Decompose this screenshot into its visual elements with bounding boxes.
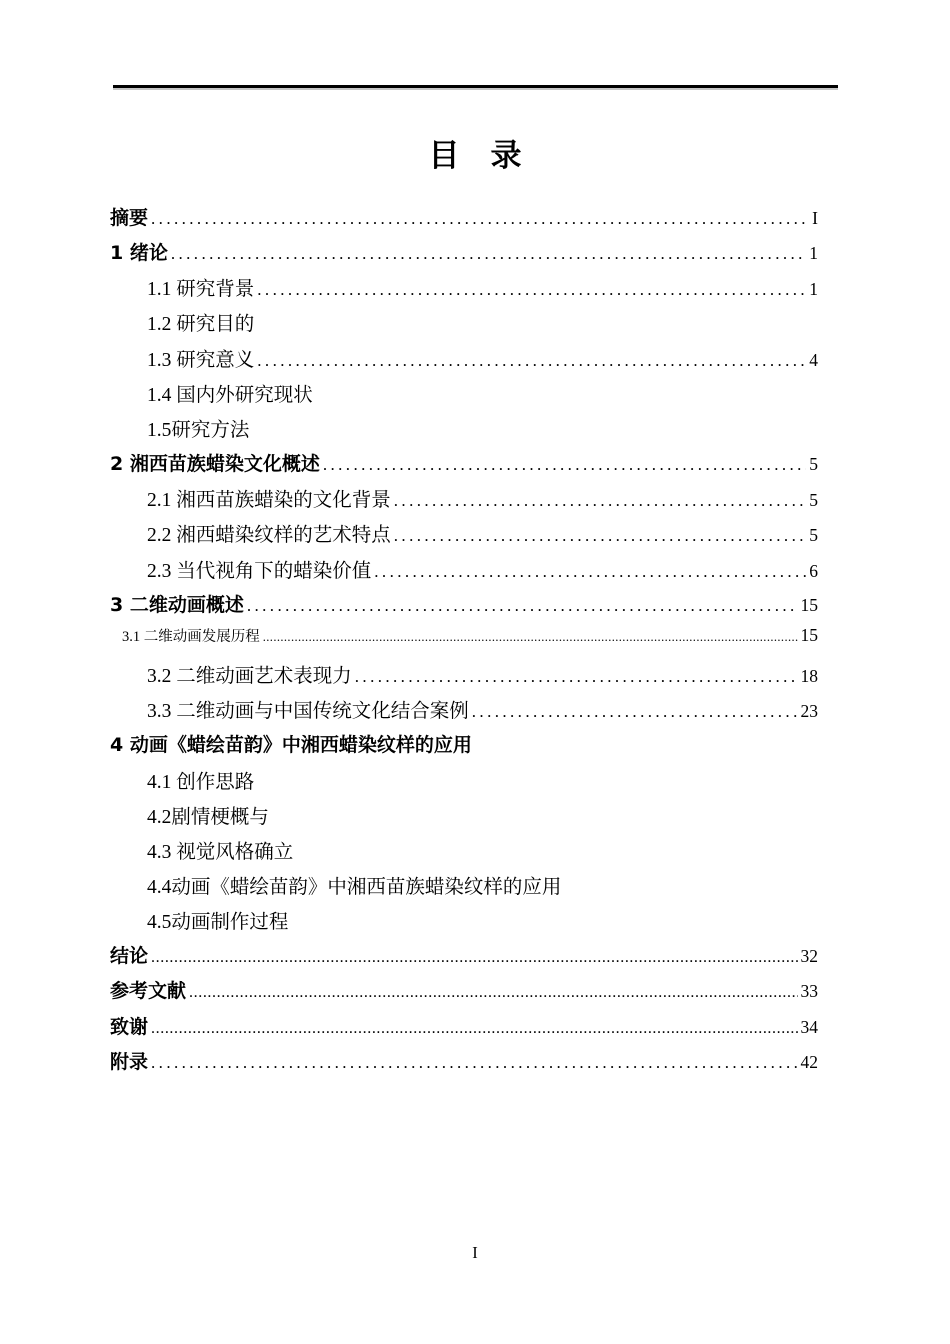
toc-entry-label: 3.3 二维动画与中国传统文化结合案例 bbox=[147, 701, 469, 723]
toc-entry-page: 34 bbox=[800, 1016, 818, 1037]
toc-entry-label: 1 绪论 bbox=[110, 242, 168, 265]
toc-entry-page: 5 bbox=[809, 525, 818, 546]
toc-entry-label: 摘要 bbox=[110, 207, 149, 229]
dot-leader bbox=[355, 667, 798, 687]
toc-entry-label: 4.3 视觉风格确立 bbox=[147, 841, 294, 863]
toc-entry-label: 3.1 二维动画发展历程 bbox=[122, 628, 260, 645]
toc-entry-label: 参考文献 bbox=[110, 980, 187, 1003]
toc-entry[interactable] bbox=[110, 519, 818, 554]
toc-entry[interactable] bbox=[110, 730, 818, 765]
toc-entry-label: 4.4动画《蜡绘苗韵》中湘西苗族蜡染纹样的应用 bbox=[147, 876, 562, 898]
dot-leader bbox=[472, 702, 798, 722]
toc-entry[interactable] bbox=[110, 976, 818, 1011]
dot-leader bbox=[263, 630, 798, 645]
dot-leader bbox=[151, 1053, 797, 1073]
toc-entry[interactable] bbox=[110, 414, 818, 449]
dot-leader bbox=[394, 491, 806, 511]
dot-leader bbox=[323, 455, 806, 475]
toc-entry[interactable] bbox=[110, 379, 818, 414]
toc-entry-label: 2 湘西苗族蜡染文化概述 bbox=[110, 453, 320, 476]
toc-entry[interactable] bbox=[110, 273, 818, 308]
toc-entry-label: 4 动画《蜡绘苗韵》中湘西蜡染纹样的应用 bbox=[110, 734, 472, 757]
header-rule bbox=[113, 85, 838, 88]
toc-entry-page: 42 bbox=[800, 1051, 818, 1072]
toc-entry-label: 4.2剧情梗概与 bbox=[147, 806, 269, 828]
toc-entry-page: 18 bbox=[800, 666, 818, 687]
footer-page-number: I bbox=[472, 1243, 478, 1262]
dot-leader bbox=[151, 209, 809, 229]
toc-entry[interactable] bbox=[110, 906, 818, 941]
toc-entry-page: 4 bbox=[809, 349, 818, 370]
toc-entry[interactable] bbox=[110, 660, 818, 695]
dot-leader bbox=[394, 526, 806, 546]
toc-entry[interactable] bbox=[110, 590, 818, 625]
toc-entry[interactable] bbox=[110, 941, 818, 976]
toc-entry[interactable] bbox=[110, 308, 818, 343]
toc-entry-page: 23 bbox=[800, 701, 818, 722]
toc-entry-page: 15 bbox=[800, 624, 818, 645]
toc-entry-page: 33 bbox=[800, 981, 818, 1002]
toc-entry-label: 4.5动画制作过程 bbox=[147, 912, 289, 934]
dot-leader bbox=[247, 596, 798, 616]
dot-leader bbox=[374, 562, 806, 582]
toc-entry-page: 1 bbox=[809, 243, 818, 264]
toc-entry-page: 32 bbox=[800, 946, 818, 967]
dot-leader bbox=[151, 1020, 797, 1038]
toc-entry[interactable] bbox=[110, 695, 818, 730]
toc-entry[interactable] bbox=[110, 344, 818, 379]
toc-entry-label: 2.1 湘西苗族蜡染的文化背景 bbox=[147, 490, 391, 512]
toc-entry-page: 1 bbox=[809, 279, 818, 300]
toc-entry-label: 1.4 国内外研究现状 bbox=[147, 384, 313, 406]
toc-list bbox=[110, 203, 818, 1082]
toc-entry[interactable] bbox=[110, 1012, 818, 1047]
dot-leader bbox=[257, 351, 806, 371]
toc-entry[interactable] bbox=[110, 484, 818, 519]
toc-entry-label: 1.1 研究背景 bbox=[147, 279, 255, 301]
toc-entry[interactable] bbox=[110, 871, 818, 906]
toc-entry-label: 2.3 当代视角下的蜡染价值 bbox=[147, 560, 372, 582]
toc-entry-page: 15 bbox=[800, 594, 818, 615]
toc-entry-label: 4.1 创作思路 bbox=[147, 771, 255, 793]
toc-entry[interactable] bbox=[110, 766, 818, 801]
toc-entry-label: 附录 bbox=[110, 1050, 149, 1073]
toc-entry-page: I bbox=[812, 208, 818, 228]
toc-entry-label: 致谢 bbox=[110, 1015, 149, 1038]
toc-entry[interactable] bbox=[110, 449, 818, 484]
page-title: 目 录 bbox=[428, 138, 522, 174]
toc-entry-page: 5 bbox=[809, 454, 818, 475]
toc-entry[interactable] bbox=[110, 836, 818, 871]
toc-entry-page: 5 bbox=[809, 490, 818, 511]
dot-leader bbox=[257, 280, 806, 300]
dot-leader bbox=[151, 949, 797, 967]
toc-entry-label: 1.5研究方法 bbox=[147, 419, 250, 441]
dot-leader bbox=[189, 984, 797, 1002]
toc-entry-page: 6 bbox=[809, 560, 818, 581]
toc-entry[interactable] bbox=[110, 238, 818, 273]
toc-entry-label: 2.2 湘西蜡染纹样的艺术特点 bbox=[147, 525, 391, 547]
dot-leader bbox=[171, 244, 806, 264]
toc-entry-label: 1.3 研究意义 bbox=[147, 349, 255, 371]
toc-entry[interactable] bbox=[110, 1047, 818, 1082]
toc-entry-label: 3.2 二维动画艺术表现力 bbox=[147, 666, 352, 688]
toc-entry[interactable] bbox=[110, 801, 818, 836]
toc-entry-label: 结论 bbox=[110, 945, 149, 968]
toc-entry[interactable] bbox=[110, 203, 818, 238]
toc-entry-label: 1.2 研究目的 bbox=[147, 314, 255, 336]
toc-entry-label: 3 二维动画概述 bbox=[110, 593, 244, 616]
toc-entry[interactable] bbox=[110, 555, 818, 590]
toc-entry[interactable] bbox=[110, 625, 818, 660]
